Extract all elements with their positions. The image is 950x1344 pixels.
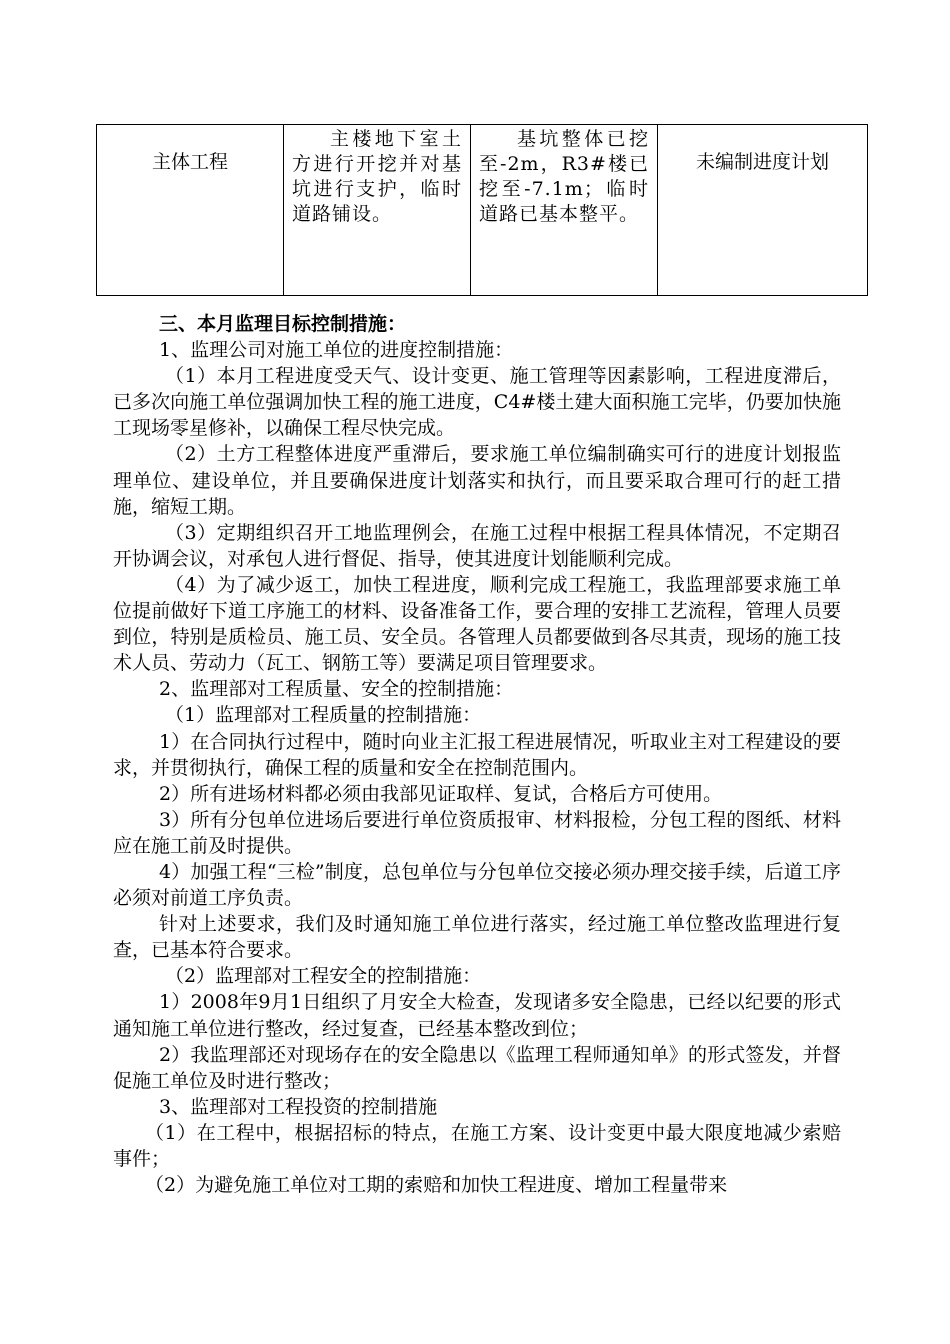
section-title: 三、本月监理目标控制措施： xyxy=(159,313,407,335)
paragraph: 1、监理公司对施工单位的进度控制措施： xyxy=(159,339,514,362)
paragraph: 2、监理部对工程质量、安全的控制措施： xyxy=(159,678,514,701)
plan-text: 主楼地下室土方进行开挖并对基坑进行支护，临时道路铺设。 xyxy=(292,128,462,225)
paragraph: （2）土方工程整体进度严重滞后，要求施工单位编制确实可行的进度计划报监理单位、建设单位，并且要确保进度计划落实和执行，而且要采取合理可行的赶工措施，缩短工期。 xyxy=(113,443,841,518)
paragraph: （1）在工程中，根据招标的特点，在施工方案、设计变更中最大限度地减少索赔事件； xyxy=(113,1121,841,1170)
paragraph: 4）加强工程“三检”制度，总包单位与分包单位交接必须办理交接手续，后道工序必须对前道工序负责。 xyxy=(113,860,841,910)
paragraph: （4）为了减少返工，加快工程进度，顺利完成工程施工，我监理部要求施工单位提前做好下道工序施工的材料、设备准备工作，要合理的安排工艺流程，管理人员要到位，特别是质检员、施工员、安全员。各管理人员都要做到各尽其责，现场的施工技术人员、劳动力（瓦工、钢筋工等）要满足项目管理要求。 xyxy=(113,573,841,675)
table-cell-remark xyxy=(658,125,868,296)
paragraph: 2）所有进场材料都必须由我部见证取样、复试，合格后方可使用。 xyxy=(159,782,723,805)
paragraph: 3）所有分包单位进场后要进行单位资质报审、材料报检，分包工程的图纸、材料应在施工前及时提供。 xyxy=(113,808,841,857)
paragraph: （1）本月工程进度受天气、设计变更、施工管理等因素影响，工程进度滞后，已多次向施工单位强调加快工程的施工进度，C4#楼土建大面积施工完毕，仍要加快施工现场零星修补，以确保工程尽快完成。 xyxy=(113,365,841,440)
table-row xyxy=(97,125,868,296)
actual-text: 基坑整体已挖至-2m，R3#楼已挖至-7.1m；临时道路已基本整平。 xyxy=(479,128,649,225)
table-cell-project xyxy=(97,125,284,296)
progress-table xyxy=(96,124,868,296)
table-cell-actual xyxy=(471,125,658,296)
document-body xyxy=(113,311,841,1198)
paragraph: 针对上述要求，我们及时通知施工单位进行落实，经过施工单位整改监理进行复查，已基本符合要求。 xyxy=(113,913,841,962)
table-cell-plan xyxy=(284,125,471,296)
paragraph: （1）监理部对工程质量的控制措施： xyxy=(165,704,482,727)
paragraph: （3）定期组织召开工地监理例会，在施工过程中根据工程具体情况，不定期召开协调会议，对承包人进行督促、指导，使其进度计划能顺利完成。 xyxy=(113,521,841,570)
remark-text: 未编制进度计划 xyxy=(695,151,829,173)
project-name: 主体工程 xyxy=(151,151,228,173)
paragraph: 2）我监理部还对现场存在的安全隐患以《监理工程师通知单》的形式签发，并督促施工单位及时进行整改； xyxy=(113,1043,841,1092)
paragraph: 1）2008年9月1日组织了月安全大检查，发现诸多安全隐患，已经以纪要的形式通知施工单位进行整改，经过复查，已经基本整改到位； xyxy=(113,991,841,1040)
paragraph: 1）在合同执行过程中，随时向业主汇报工程进展情况，听取业主对工程建设的要求，并贯彻执行，确保工程的质量和安全在控制范围内。 xyxy=(113,730,841,779)
paragraph: （2）监理部对工程安全的控制措施： xyxy=(165,965,482,988)
paragraph: 3、监理部对工程投资的控制措施 xyxy=(159,1095,438,1118)
paragraph: （2）为避免施工单位对工期的索赔和加快工程进度、增加工程量带来 xyxy=(145,1174,728,1197)
